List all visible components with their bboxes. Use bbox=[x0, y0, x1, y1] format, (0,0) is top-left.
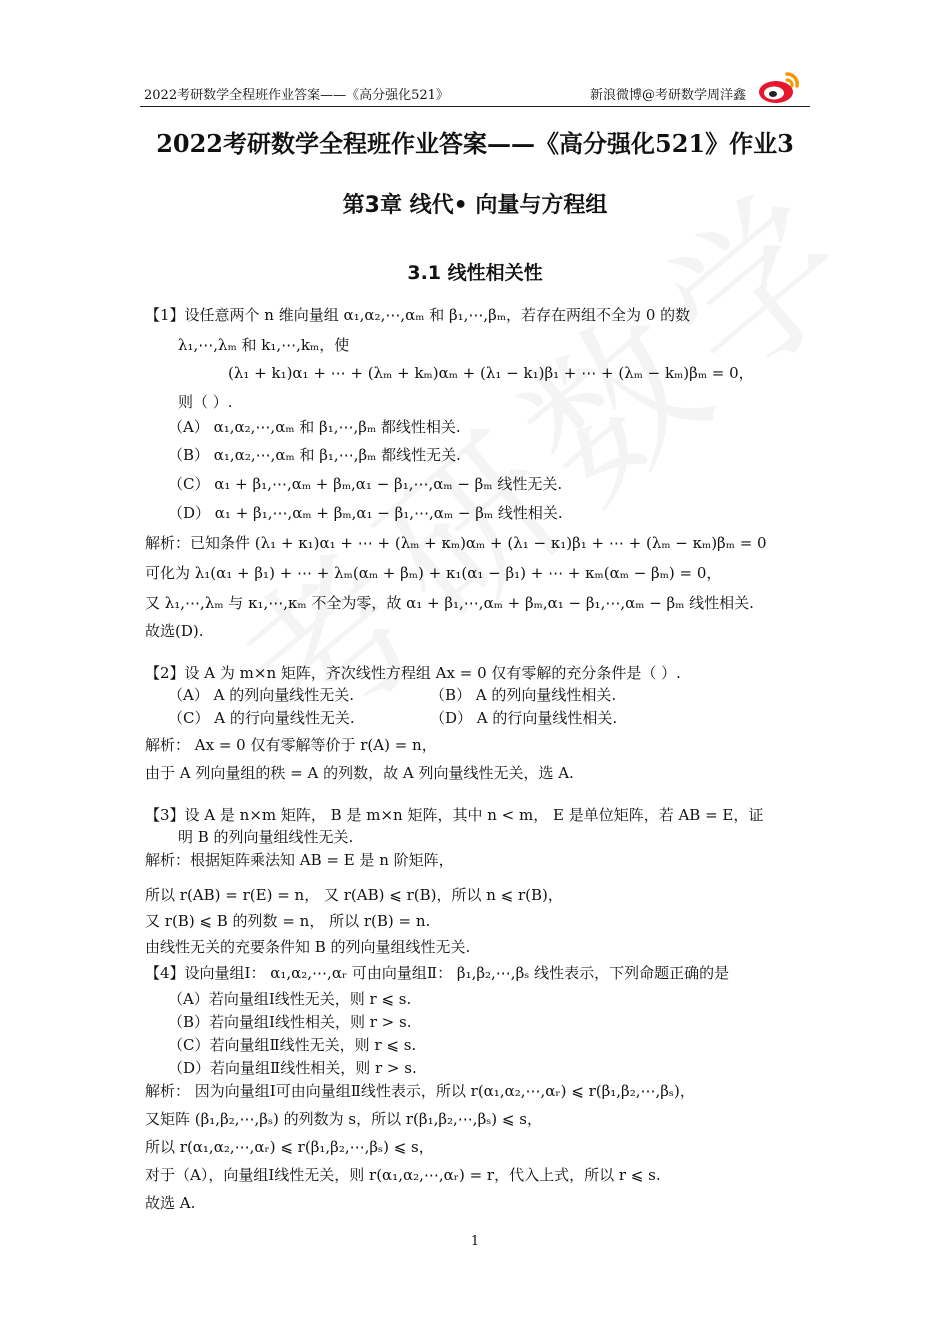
p1-equation: (λ₁ + k₁)α₁ + ⋯ + (λₘ + kₘ)αₘ + (λ₁ − k₁)β₁ + ⋯ + (λₘ − kₘ)βₘ = 0， bbox=[228, 364, 754, 382]
header-left: 2022考研数学全程班作业答案——《高分强化521》 bbox=[144, 88, 449, 103]
p3-solution-2: 所以 r(AB) = r(E) = n， 又 r(AB) ⩽ r(B)，所以 n ⩽ r(B)， bbox=[145, 886, 563, 904]
page-number: 1 bbox=[470, 1234, 480, 1249]
p4-option-a: （A）若向量组Ⅰ线性无关，则 r ⩽ s. bbox=[168, 990, 412, 1008]
p3-question: 【3】设 A 是 n×m 矩阵， B 是 m×n 矩阵，其中 n < m， E 是单位矩阵，若 AB = E，证 bbox=[145, 806, 764, 824]
p1-option-a: （A） α₁,α₂,⋯,αₘ 和 β₁,⋯,βₘ 都线性相关. bbox=[168, 418, 461, 436]
p1-option-b: （B） α₁,α₂,⋯,αₘ 和 β₁,⋯,βₘ 都线性无关. bbox=[168, 446, 461, 464]
p1-solution-2: 可化为 λ₁(α₁ + β₁) + ⋯ + λₘ(αₘ + βₘ) + κ₁(α₁ − β₁) + ⋯ + κₘ(αₘ − βₘ) = 0， bbox=[145, 564, 722, 582]
p2-solution-1: 解析： Ax = 0 仅有零解等价于 r(A) = n， bbox=[145, 736, 437, 754]
page-header bbox=[140, 80, 810, 107]
p4-answer: 故选 A. bbox=[145, 1194, 196, 1212]
p3-solution-3: 又 r(B) ⩽ B 的列数 = n， 所以 r(B) = n. bbox=[145, 912, 431, 930]
p1-question: 【1】设任意两个 n 维向量组 α₁,α₂,⋯,αₘ 和 β₁,⋯,βₘ，若存在两组不全为 0 的数 bbox=[145, 306, 691, 324]
p1-solution-1: 解析：已知条件 (λ₁ + κ₁)α₁ + ⋯ + (λₘ + κₘ)αₘ + (λ₁ − κ₁)β₁ + ⋯ + (λₘ − κₘ)βₘ = 0 bbox=[145, 534, 767, 552]
p2-option-a: （A） A 的列向量线性无关. bbox=[168, 686, 354, 704]
header-right: 新浪微博@考研数学周洋鑫 bbox=[589, 88, 746, 103]
p1-option-d: （D） α₁ + β₁,⋯,αₘ + βₘ,α₁ − β₁,⋯,αₘ − βₘ 线性相关. bbox=[168, 504, 563, 522]
section-heading: 3.1 线性相关性 bbox=[407, 262, 543, 284]
p3-solution-1: 解析：根据矩阵乘法知 AB = E 是 n 阶矩阵， bbox=[145, 851, 454, 869]
p1-option-c: （C） α₁ + β₁,⋯,αₘ + βₘ,α₁ − β₁,⋯,αₘ − βₘ 线性无关. bbox=[168, 475, 563, 493]
p2-question: 【2】设 A 为 m×n 矩阵，齐次线性方程组 Ax = 0 仅有零解的充分条件是（ ）. bbox=[145, 664, 681, 682]
p3-question-cont: 明 B 的列向量组线性无关. bbox=[178, 828, 354, 846]
p1-ask: 则（ ）. bbox=[178, 393, 233, 411]
p2-option-c: （C） A 的行向量线性无关. bbox=[168, 709, 355, 727]
p4-solution-1: 解析： 因为向量组Ⅰ可由向量组Ⅱ线性表示，所以 r(α₁,α₂,⋯,αᵣ) ⩽ r(β₁,β₂,⋯,βₛ)， bbox=[145, 1082, 695, 1100]
p2-option-b: （B） A 的列向量线性相关. bbox=[430, 686, 617, 704]
p1-answer: 故选(D). bbox=[145, 622, 204, 640]
weibo-logo-icon bbox=[754, 66, 804, 106]
p4-solution-2: 又矩阵 (β₁,β₂,⋯,βₛ) 的列数为 s，所以 r(β₁,β₂,⋯,βₛ) ⩽ s， bbox=[145, 1110, 542, 1128]
p4-option-c: （C）若向量组Ⅱ线性无关，则 r ⩽ s. bbox=[168, 1036, 417, 1054]
p1-solution-3: 又 λ₁,⋯,λₘ 与 κ₁,⋯,κₘ 不全为零，故 α₁ + β₁,⋯,αₘ + βₘ,α₁ − β₁,⋯,αₘ − βₘ 线性相关. bbox=[145, 594, 754, 612]
p4-solution-4: 对于（A），向量组Ⅰ线性无关，则 r(α₁,α₂,⋯,αᵣ) = r，代入上式，所以 r ⩽ s. bbox=[145, 1166, 661, 1184]
document-title: 2022考研数学全程班作业答案——《高分强化521》作业3 bbox=[156, 129, 794, 158]
p2-solution-2: 由于 A 列向量组的秩 = A 的列数，故 A 列向量线性无关，选 A. bbox=[145, 764, 574, 782]
p2-option-d: （D） A 的行向量线性相关. bbox=[430, 709, 618, 727]
p4-question: 【4】设向量组Ⅰ： α₁,α₂,⋯,αᵣ 可由向量组Ⅱ： β₁,β₂,⋯,βₛ 线性表示，下列命题正确的是 bbox=[145, 964, 730, 982]
chapter-heading: 第3章 线代• 向量与方程组 bbox=[342, 193, 608, 218]
p4-solution-3: 所以 r(α₁,α₂,⋯,αᵣ) ⩽ r(β₁,β₂,⋯,βₛ) ⩽ s， bbox=[145, 1138, 434, 1156]
p4-option-d: （D）若向量组Ⅱ线性相关，则 r > s. bbox=[168, 1059, 417, 1077]
p4-option-b: （B）若向量组Ⅰ线性相关，则 r > s. bbox=[168, 1013, 412, 1031]
p1-question-cont: λ₁,⋯,λₘ 和 k₁,⋯,kₘ，使 bbox=[178, 336, 350, 354]
p3-solution-4: 由线性无关的充要条件知 B 的列向量组线性无关. bbox=[145, 938, 471, 956]
